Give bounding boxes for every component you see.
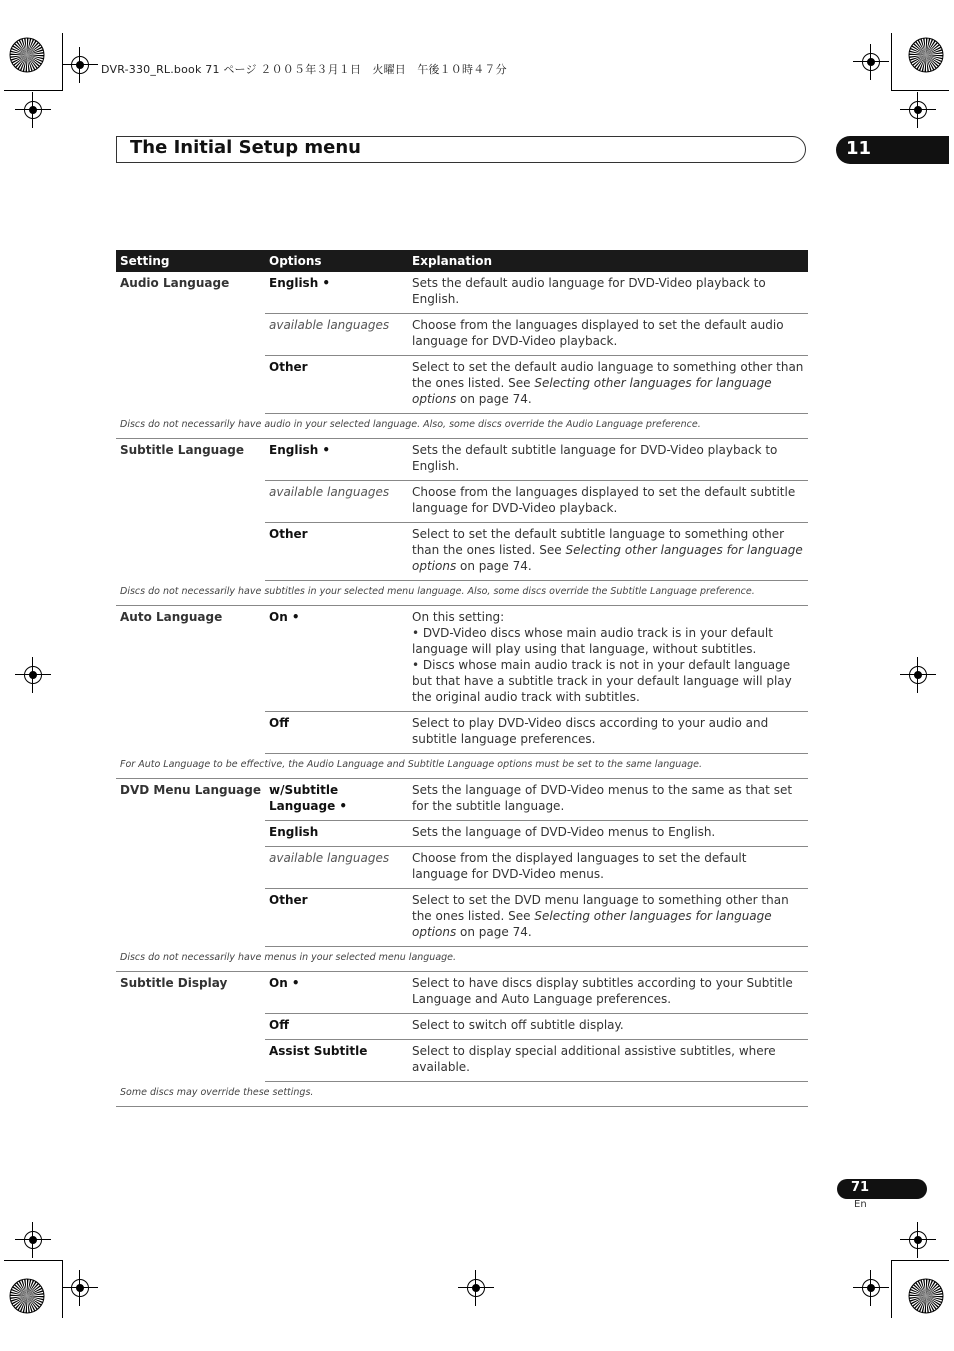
table-row: [116, 272, 808, 314]
setting-name: Auto Language: [120, 610, 223, 624]
trim-line: [62, 33, 63, 91]
column-header-setting: Setting: [116, 250, 265, 272]
option-name: Off: [265, 1014, 408, 1040]
crosshair-icon: [853, 44, 889, 80]
file-info: DVR-330_RL.book 71 ページ ２００５年３月１日 火曜日 午後１０時４７分: [101, 63, 507, 76]
option-explanation: [408, 972, 808, 1014]
table-note: Discs do not necessarily have subtitles in your selected menu language. Also, some discs override the Subtitle Language preference.: [116, 581, 808, 606]
table-header-row: [116, 250, 808, 272]
option-name: available languages: [265, 314, 408, 356]
column-header-options: Options: [265, 250, 408, 272]
table-note: Some discs may override these settings.: [116, 1082, 808, 1107]
option-name: English •: [265, 272, 408, 314]
option-explanation: [408, 1040, 808, 1082]
sunburst-mark-icon: [908, 37, 944, 73]
explanation-bullet: • Discs whose main audio track is not in your default language but that have a subtitle track in your default language will play the original audio track with subtitles.: [412, 658, 792, 704]
explanation-text: Select to set the default audio language to something other than the ones listed. See: [412, 360, 804, 390]
option-name: On •: [265, 972, 408, 1014]
explanation-text: Select to have discs display subtitles according to your Subtitle Language and Auto Language preferences.: [412, 976, 793, 1006]
page-language: En: [854, 1199, 867, 1210]
table-note: Discs do not necessarily have audio in your selected language. Also, some discs override the Audio Language preference.: [116, 414, 808, 439]
settings-table: [116, 250, 808, 1107]
explanation-text: Select to switch off subtitle display.: [412, 1018, 624, 1032]
option-name: Other: [265, 523, 408, 581]
crosshair-icon: [900, 657, 936, 693]
option-explanation: [408, 889, 808, 947]
explanation-text: Sets the default audio language for DVD-Video playback to English.: [412, 276, 766, 306]
chapter-number: 11: [846, 138, 872, 159]
sunburst-mark-icon: [908, 1278, 944, 1314]
sunburst-mark-icon: [9, 1278, 45, 1314]
setting-name: DVD Menu Language: [120, 783, 261, 797]
setting-name: Subtitle Language: [120, 443, 245, 457]
trim-line: [4, 90, 62, 91]
table-note-row: [116, 414, 808, 439]
option-name: available languages: [265, 847, 408, 889]
sunburst-mark-icon: [9, 37, 45, 73]
option-explanation: [408, 272, 808, 314]
explanation-bullet: • DVD-Video discs whose main audio track is in your default language will play using that language, without subtitles.: [412, 626, 773, 656]
explanation-tail: on page 74.: [456, 559, 532, 573]
option-name: English: [265, 821, 408, 847]
explanation-text: Choose from the languages displayed to set the default subtitle language for DVD-Video playback.: [412, 485, 796, 515]
cross-reference: Selecting other languages for language options: [412, 909, 772, 939]
page-title: The Initial Setup menu: [130, 137, 361, 158]
explanation-tail: on page 74.: [456, 925, 532, 939]
trim-line: [62, 1260, 63, 1318]
explanation-text: On this setting:: [412, 610, 505, 624]
option-explanation: [408, 356, 808, 414]
table-row: [116, 779, 808, 821]
crosshair-icon: [15, 1222, 51, 1258]
cross-reference: Selecting other languages for language options: [412, 376, 772, 406]
explanation-text: Select to display special additional assistive subtitles, where available.: [412, 1044, 776, 1074]
option-explanation: [408, 439, 808, 481]
table-row: [116, 439, 808, 481]
crosshair-icon: [900, 92, 936, 128]
explanation-text: Sets the language of DVD-Video menus to English.: [412, 825, 716, 839]
explanation-text: Choose from the displayed languages to set the default language for DVD-Video menus.: [412, 851, 747, 881]
crosshair-icon: [62, 1270, 98, 1306]
explanation-text: Select to set the DVD menu language to something other than the ones listed. See: [412, 893, 789, 923]
table-note-row: [116, 1082, 808, 1107]
explanation-text: Choose from the languages displayed to set the default audio language for DVD-Video playback.: [412, 318, 784, 348]
trim-line: [891, 1260, 949, 1261]
table-note: Discs do not necessarily have menus in your selected menu language.: [116, 947, 808, 972]
option-explanation: [408, 779, 808, 821]
option-explanation: [408, 1014, 808, 1040]
option-name: Other: [265, 889, 408, 947]
trim-line: [891, 33, 892, 91]
option-explanation: [408, 821, 808, 847]
explanation-text: Select to play DVD-Video discs according to your audio and subtitle language preferences.: [412, 716, 769, 746]
option-name: available languages: [265, 481, 408, 523]
table-row: [116, 972, 808, 1014]
explanation-text: Sets the language of DVD-Video menus to the same as that set for the subtitle language.: [412, 783, 793, 813]
cross-reference: Selecting other languages for language options: [412, 543, 803, 573]
crosshair-icon: [62, 47, 98, 83]
option-explanation: [408, 712, 808, 754]
crosshair-icon: [15, 657, 51, 693]
option-name: English •: [265, 439, 408, 481]
trim-line: [4, 1260, 62, 1261]
crosshair-icon: [15, 92, 51, 128]
page-number: 71: [851, 1180, 870, 1195]
option-explanation: [408, 847, 808, 889]
trim-line: [891, 1260, 892, 1318]
table-row: [116, 606, 808, 712]
option-explanation: [408, 523, 808, 581]
setting-name: Subtitle Display: [120, 976, 228, 990]
option-explanation: [408, 481, 808, 523]
explanation-text: Sets the default subtitle language for DVD-Video playback to English.: [412, 443, 778, 473]
option-explanation: [408, 314, 808, 356]
option-name: Assist Subtitle: [265, 1040, 408, 1082]
table-note: For Auto Language to be effective, the Audio Language and Subtitle Language options must be set to the same language.: [116, 754, 808, 779]
trim-line: [891, 90, 949, 91]
table-note-row: [116, 581, 808, 606]
option-name: On •: [265, 606, 408, 712]
explanation-tail: on page 74.: [456, 392, 532, 406]
table-note-row: [116, 947, 808, 972]
option-explanation: [408, 606, 808, 712]
option-name: Other: [265, 356, 408, 414]
option-name: Off: [265, 712, 408, 754]
option-name: w/Subtitle Language •: [265, 779, 408, 821]
explanation-text: Select to set the default subtitle language to something other than the ones listed. See: [412, 527, 785, 557]
crosshair-icon: [458, 1270, 494, 1306]
setting-name: Audio Language: [120, 276, 230, 290]
table-note-row: [116, 754, 808, 779]
crosshair-icon: [853, 1270, 889, 1306]
column-header-explanation: Explanation: [408, 250, 808, 272]
crosshair-icon: [900, 1222, 936, 1258]
